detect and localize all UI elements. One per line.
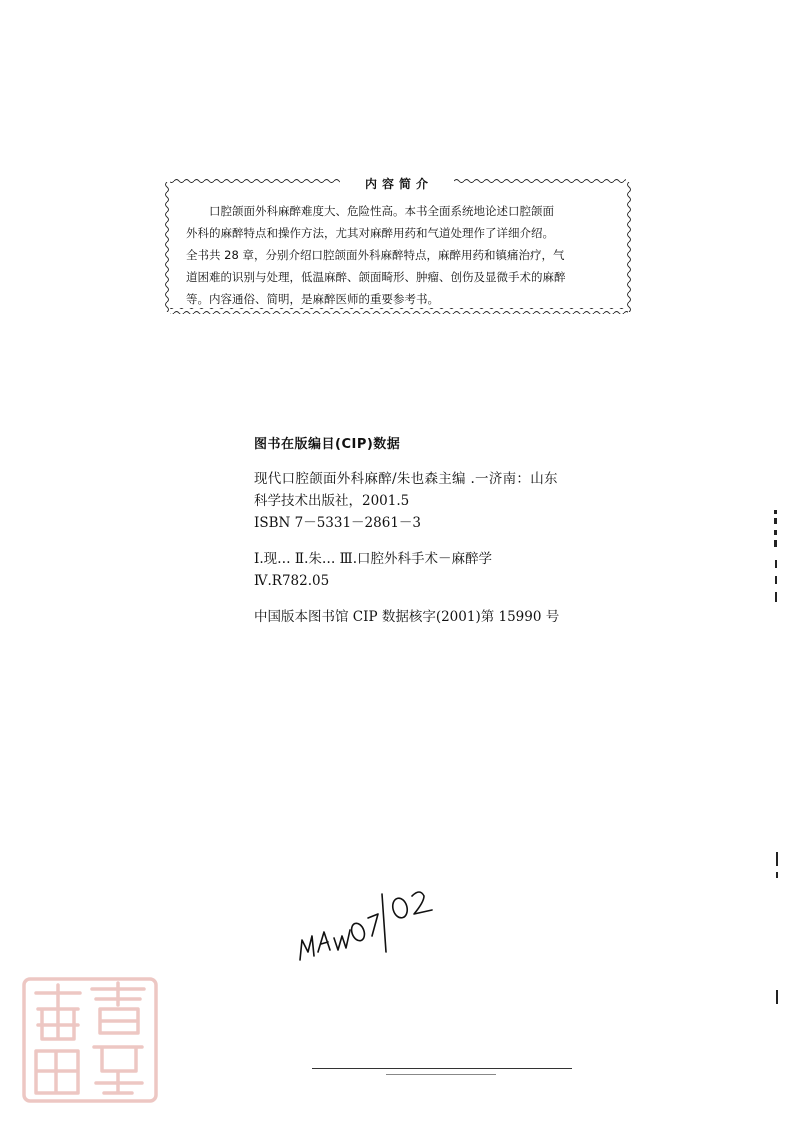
handwritten-annotation: [290, 860, 440, 970]
margin-scan-marks: [768, 500, 788, 1020]
summary-title: 内容简介: [164, 175, 634, 192]
library-seal-stamp: [20, 975, 160, 1105]
cip-classification-line: Ⅳ.R782.05: [254, 573, 330, 589]
cip-title: 图书在版编目(CIP)数据: [254, 437, 401, 452]
cip-data-block: [254, 433, 614, 628]
summary-line: 全书共 28 章，分别介绍口腔颌面外科麻醉特点，麻醉用药和镇痛治疗，气: [186, 248, 565, 262]
cip-subject-line: Ⅰ.现… Ⅱ.朱… Ⅲ.口腔外科手术－麻醉学: [254, 551, 492, 567]
summary-text: [186, 200, 616, 310]
summary-line: 等。内容通俗、简明，是麻醉医师的重要参考书。: [186, 292, 439, 306]
cip-record-number-line: 中国版本图书馆 CIP 数据核字(2001)第 15990 号: [254, 609, 560, 625]
summary-line: 道困难的识别与处理，低温麻醉、颌面畸形、肿瘤、创伤及显微手术的麻醉: [186, 270, 566, 284]
summary-line: 外科的麻醉特点和操作方法，尤其对麻醉用药和气道处理作了详细介绍。: [186, 226, 554, 240]
cip-publisher-line: 科学技术出版社，2001.5: [254, 493, 410, 509]
bottom-rule: [312, 1068, 572, 1069]
summary-line: 口腔颌面外科麻醉难度大、危险性高。本书全面系统地论述口腔颌面: [209, 204, 554, 218]
cip-isbn-line: ISBN 7－5331－2861－3: [254, 515, 421, 531]
content-summary-box: [164, 172, 634, 318]
cip-book-line: 现代口腔颌面外科麻醉/朱也森主编 .一济南：山东: [254, 471, 558, 487]
bottom-rule-thin: [386, 1074, 496, 1075]
